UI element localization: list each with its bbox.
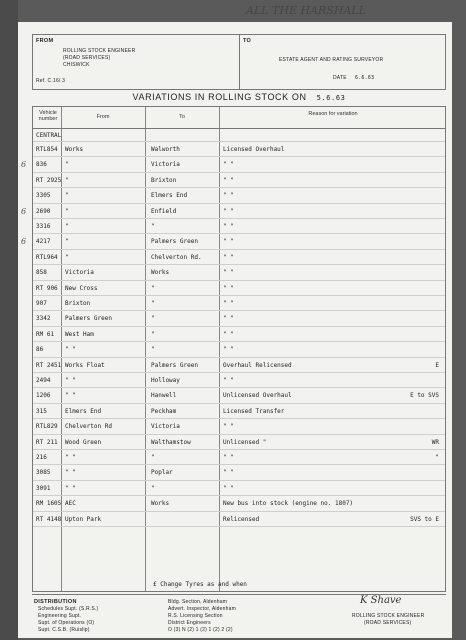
vehicle-number: RT 4148	[36, 515, 62, 523]
distribution-mid-4: District Engineers	[168, 620, 211, 626]
from-label: FROM	[36, 38, 54, 44]
distribution-footer	[32, 594, 446, 638]
from-cell: Works Float	[65, 361, 105, 369]
vehicle-number: RT 211	[36, 438, 58, 446]
reference: Ref. C.16/ 3	[36, 78, 66, 84]
extra-cell: SVS to E	[410, 515, 439, 523]
table-row	[33, 342, 445, 357]
reason-cell: Unlicensed Overhaul	[223, 392, 292, 400]
reason-cell: " "	[223, 469, 234, 477]
reason-cell: " "	[223, 253, 234, 261]
distribution-left-2: Engineering Supt.	[38, 613, 82, 619]
table-row	[33, 173, 445, 188]
reason-cell: " "	[223, 207, 234, 215]
vehicle-number: 4217	[36, 238, 51, 246]
reason-cell: Relicensed	[223, 515, 260, 523]
header-reason: Reason for variation	[308, 111, 358, 117]
margin-mark: 6	[21, 206, 27, 216]
table-header	[33, 107, 445, 129]
signoff-1: ROLLING STOCK ENGINEER	[352, 613, 425, 619]
reason-cell: " "	[223, 423, 234, 431]
from-cell: "	[65, 176, 69, 184]
distribution-mid-5: O (3) N (2) 1 (2) 1 (2) 2 (2)	[168, 627, 233, 633]
to-cell: Walthamstow	[151, 438, 191, 446]
from-cell: "	[65, 253, 69, 261]
table-row	[33, 296, 445, 311]
header-to: To	[179, 114, 185, 120]
distribution-label: DISTRIBUTION	[34, 599, 77, 605]
from-cell: Works	[65, 146, 84, 153]
to-cell: Enfield	[151, 207, 177, 215]
from-line-2: (ROAD SERVICES)	[63, 55, 111, 61]
vehicle-number: 315	[36, 407, 47, 415]
distribution-mid-1: Bldg. Section, Aldenham	[168, 599, 228, 605]
to-cell: Hanwell	[151, 392, 177, 400]
to-cell: Palmers Green	[151, 238, 198, 246]
vehicle-number: RTL829	[36, 423, 58, 431]
vehicle-number: 86	[36, 346, 44, 354]
to-cell: Victoria	[151, 423, 180, 431]
table-row	[33, 311, 445, 326]
from-cell: " "	[65, 346, 76, 354]
to-cell: "	[151, 484, 155, 492]
from-cell: " "	[65, 469, 76, 477]
handwritten-note: ALL THE HARSHALL	[246, 4, 367, 17]
to-cell: "	[151, 330, 155, 338]
reason-cell: Licensed Transfer	[223, 407, 285, 415]
to-text: ESTATE AGENT AND RATING SURVEYOR	[279, 57, 384, 63]
to-cell: Holloway	[151, 377, 180, 384]
to-cell: "	[151, 223, 155, 230]
table-row	[33, 419, 445, 434]
date-value: 6.6.63	[355, 75, 375, 81]
to-cell: "	[151, 346, 155, 354]
from-cell: New Cross	[65, 284, 98, 292]
from-cell: " "	[65, 454, 76, 461]
reason-cell: New bus into stock (engine no. 1807)	[223, 500, 354, 508]
document-sheet	[18, 4, 452, 638]
margin-mark: 6	[21, 160, 27, 170]
to-cell: Poplar	[151, 469, 173, 477]
margin-mark: 6	[21, 237, 27, 247]
header-divider	[239, 35, 240, 89]
from-line-3: CHISWICK	[63, 62, 90, 68]
to-cell: Palmers Green	[151, 361, 198, 369]
reason-cell: " "	[223, 284, 234, 292]
from-cell: "	[65, 238, 69, 246]
reason-cell: " "	[223, 176, 234, 184]
extra-cell: "	[435, 454, 439, 461]
reason-cell: " "	[223, 330, 234, 338]
from-cell: "	[65, 207, 69, 215]
from-cell: AEC	[65, 500, 76, 508]
vehicle-number: 3342	[36, 315, 51, 323]
date-label: DATE	[333, 75, 347, 81]
vehicle-number: 836	[36, 161, 47, 169]
to-cell: Peckham	[151, 407, 177, 415]
from-cell: "	[65, 223, 69, 230]
from-cell: " "	[65, 377, 76, 384]
distribution-left-1: Schedules Supt. (S.R.S.)	[38, 606, 99, 612]
vehicle-number: 2494	[36, 377, 51, 384]
from-cell: Upton Park	[65, 515, 102, 523]
extra-cell: WR	[431, 438, 439, 446]
vehicle-number: RM 1605	[36, 500, 62, 508]
from-cell: Wood Green	[65, 438, 102, 446]
table-row	[33, 496, 445, 511]
to-cell: Walworth	[151, 146, 180, 153]
from-cell: Victoria	[65, 269, 94, 277]
from-cell: West Ham	[65, 330, 94, 338]
vehicle-number: RT 2451	[36, 361, 62, 369]
signoff-2: (ROAD SERVICES)	[364, 620, 412, 626]
table-row	[21, 234, 445, 249]
reason-cell: Overhaul Relicensed	[223, 361, 292, 369]
distribution-mid-2: Advert. Inspector, Aldenham	[168, 606, 236, 612]
from-cell: "	[65, 161, 69, 169]
to-cell: Works	[151, 500, 170, 508]
reason-cell: Licensed Overhaul	[223, 146, 285, 153]
distribution-left-4: Supt. C.S.B. (Ruislip)	[38, 627, 90, 633]
reason-cell: " "	[223, 300, 234, 307]
reason-cell: " "	[223, 377, 234, 384]
to-cell: Chelverton Rd.	[151, 253, 202, 261]
table-row	[21, 204, 445, 219]
table-row	[33, 435, 445, 450]
extra-cell: E to SVS	[410, 392, 439, 400]
table-row	[33, 281, 445, 296]
table-row	[33, 142, 445, 157]
title-text: VARIATIONS IN ROLLING STOCK ON	[132, 92, 307, 102]
vehicle-number: 907	[36, 300, 47, 307]
to-cell: "	[151, 454, 155, 461]
table-row	[33, 250, 445, 265]
reason-cell: " "	[223, 223, 234, 230]
table-row	[33, 388, 445, 403]
variations-table	[21, 106, 446, 592]
extra-cell: E	[435, 361, 439, 369]
from-line-1: ROLLING STOCK ENGINEER	[63, 48, 136, 54]
vehicle-number: 858	[36, 269, 47, 277]
to-cell: Victoria	[151, 161, 180, 169]
table-row	[33, 512, 445, 527]
vehicle-number: RTL854	[36, 146, 58, 153]
to-cell: Brixton	[151, 176, 177, 184]
table-row	[33, 358, 445, 373]
from-cell: " "	[65, 392, 76, 400]
table-row	[33, 450, 445, 465]
vehicle-number: RM 61	[36, 330, 55, 338]
title-date: 5.6.63	[316, 94, 346, 102]
from-cell: Palmers Green	[65, 315, 112, 323]
reason-cell: " "	[223, 454, 234, 461]
table-row	[33, 188, 445, 203]
to-cell: Works	[151, 269, 170, 277]
from-cell: Elmers End	[65, 407, 102, 415]
scanner-edge	[0, 0, 18, 640]
to-cell: "	[151, 284, 155, 292]
table-row	[33, 404, 445, 419]
header-vehicle: Vehicle number	[38, 110, 58, 122]
vehicle-number: 2690	[36, 207, 51, 215]
reason-cell: " "	[223, 238, 234, 246]
reason-cell: Unlicensed "	[223, 438, 267, 446]
header-from: From	[96, 114, 110, 120]
vehicle-number: 3085	[36, 469, 51, 477]
table-row	[33, 481, 445, 496]
reason-cell: " "	[223, 315, 234, 323]
from-cell: Chelverton Rd	[65, 423, 112, 431]
to-cell: Elmers End	[151, 192, 188, 200]
vehicle-number: RT 2925	[36, 176, 62, 184]
reason-cell: " "	[223, 192, 234, 200]
section-label: CENTRAL	[33, 129, 445, 142]
header-box	[32, 34, 446, 90]
from-cell: Brixton	[65, 300, 91, 307]
reason-cell: " "	[223, 161, 234, 169]
table-row	[21, 157, 445, 172]
to-cell: "	[151, 300, 155, 307]
vehicle-number: 3316	[36, 223, 51, 230]
reason-cell: " "	[223, 269, 234, 277]
table-row	[33, 327, 445, 342]
table-row	[33, 373, 445, 388]
to-cell: "	[151, 315, 155, 323]
from-cell: " "	[65, 484, 76, 492]
to-label: TO	[243, 38, 252, 44]
vehicle-number: 3305	[36, 192, 51, 200]
document-title	[32, 92, 446, 106]
table-row	[33, 219, 445, 234]
distribution-left-3: Supt. of Operations (O)	[38, 620, 95, 626]
vehicle-number: RTL964	[36, 253, 58, 261]
vehicle-number: 1206	[36, 392, 51, 400]
vehicle-number: RT 906	[36, 284, 58, 292]
table-row	[33, 265, 445, 280]
from-cell: "	[65, 192, 69, 200]
vehicle-number: 216	[36, 454, 47, 461]
vehicle-number: 3091	[36, 484, 51, 492]
footnote: £ Change Tyres as and when	[153, 581, 247, 588]
signature: K Shave	[360, 595, 402, 606]
table-row	[33, 465, 445, 480]
reason-cell: " "	[223, 484, 234, 492]
reason-cell: " "	[223, 346, 234, 354]
distribution-mid-3: R.S. Licensing Section	[168, 613, 223, 619]
